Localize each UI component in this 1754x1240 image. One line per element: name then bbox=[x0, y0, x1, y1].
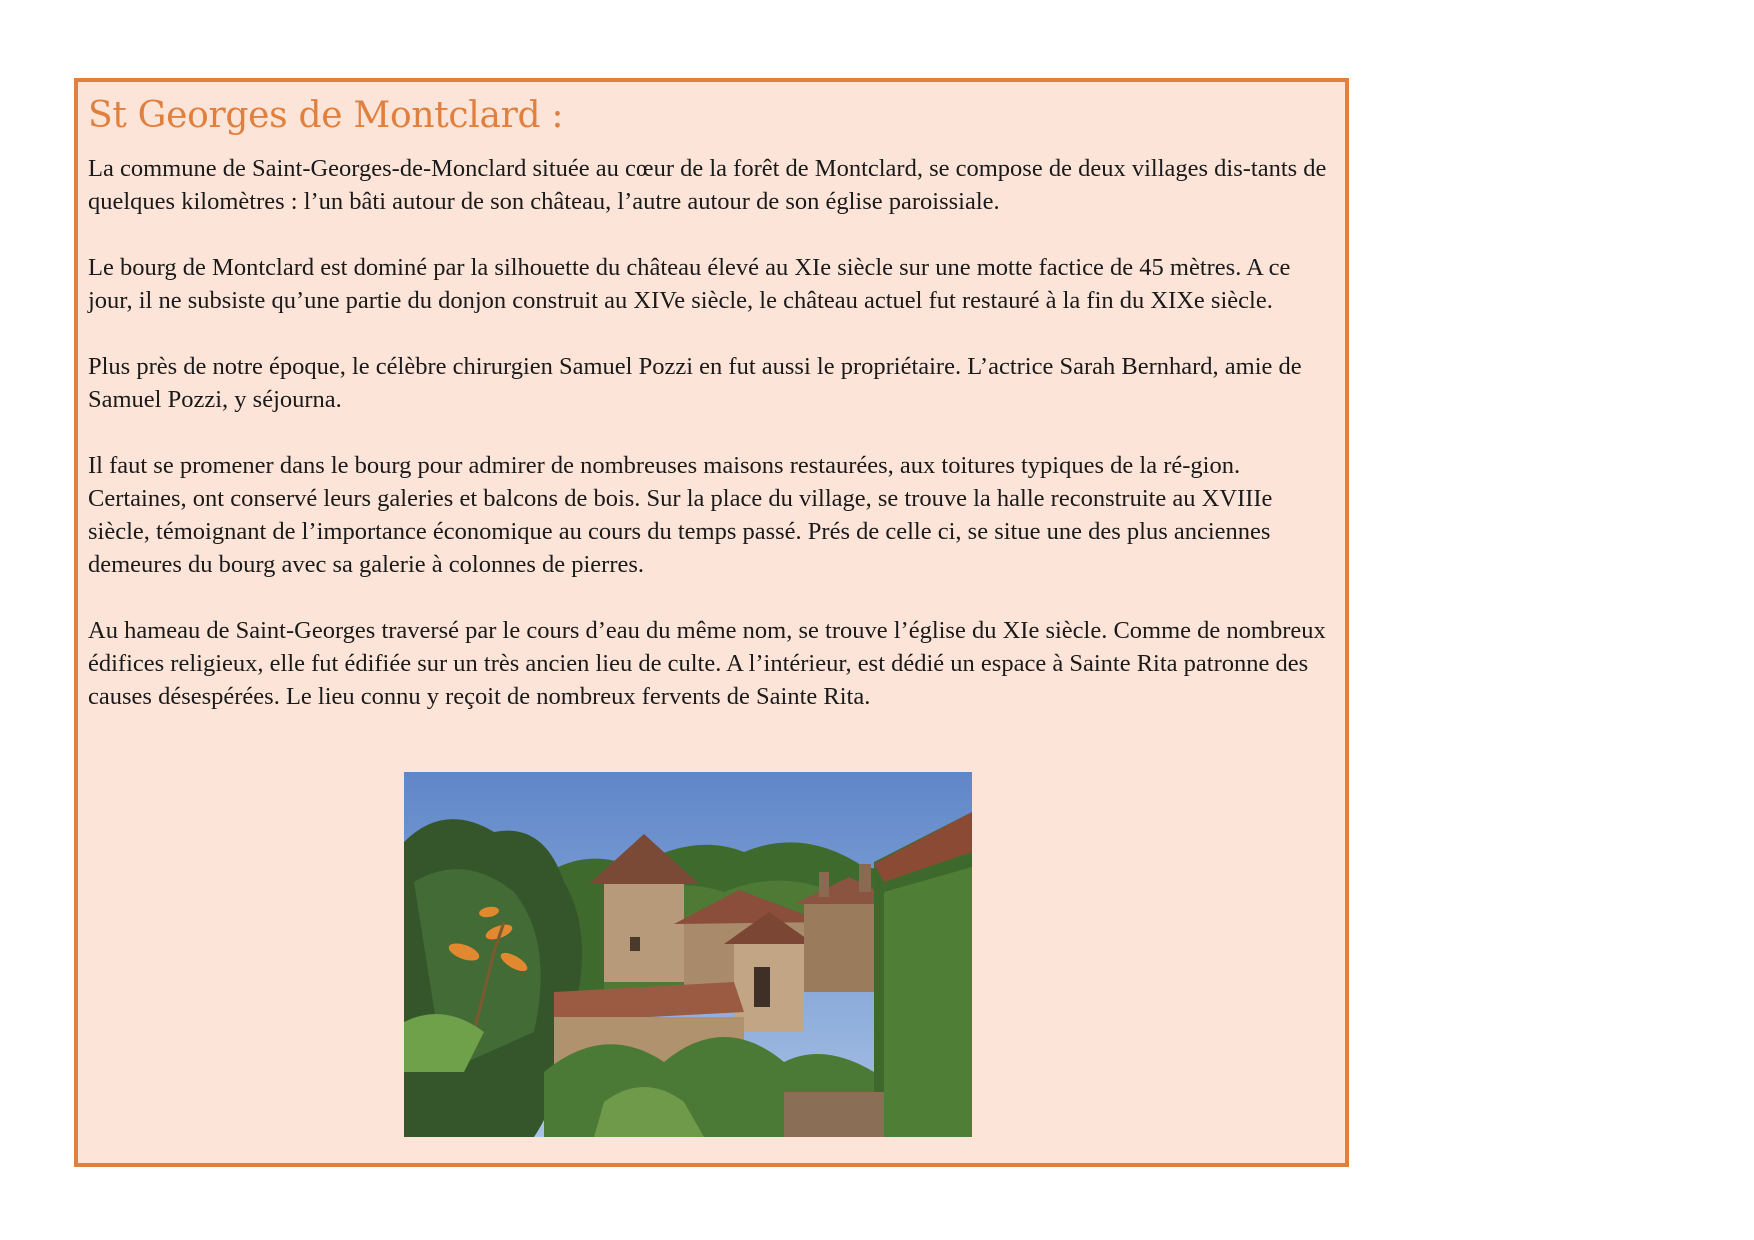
village-photo-image bbox=[404, 772, 972, 1137]
paragraph-2: Le bourg de Montclard est dominé par la silhouette du château élevé au XIe siècle sur une motte factice de 45 mètres. A ce jour, il ne subsiste qu’une partie du donjon construit au XIVe siècle, le château actuel fut restauré à la fin du XIXe siècle. bbox=[88, 254, 1291, 314]
paragraph-3: Plus près de notre époque, le célèbre chirurgien Samuel Pozzi en fut aussi le propriétaire. L’actrice Sarah Bernhard, amie de Samuel Pozzi, y séjourna. bbox=[88, 353, 1302, 413]
paragraph-4: Il faut se promener dans le bourg pour admirer de nombreuses maisons restaurées, aux toitures typiques de la ré-gion. Certaines, ont conservé leurs galeries et balcons de bois. Sur la place du village, se trouve la halle reconstruite au XVIIIe siècle, témoignant de l’importance économique au cours du temps passé. Prés de celle ci, se situe une des plus anciennes demeures du bourg avec sa galerie à colonnes de pierres. bbox=[88, 452, 1273, 578]
paragraph-1: La commune de Saint-Georges-de-Monclard située au cœur de la forêt de Montclard, se compose de deux villages dis-tants de quelques kilomètres : l’un bâti autour de son château, l’autre autour de son église paroissiale. bbox=[88, 155, 1327, 215]
paragraph-5: Au hameau de Saint-Georges traversé par le cours d’eau du même nom, se trouve l’église du XIe siècle. Comme de nombreux édifices religieux, elle fut édifiée sur un très ancien lieu de culte. A l’intérieur, est dédié un espace à Sainte Rita patronne des causes désespérées. Le lieu connu y reçoit de nombreux fervents de Sainte Rita. bbox=[88, 617, 1326, 710]
body-text bbox=[88, 152, 1336, 746]
page-title: St Georges de Montclard : bbox=[88, 95, 564, 136]
village-photo bbox=[404, 772, 972, 1137]
content-box bbox=[74, 78, 1349, 1167]
